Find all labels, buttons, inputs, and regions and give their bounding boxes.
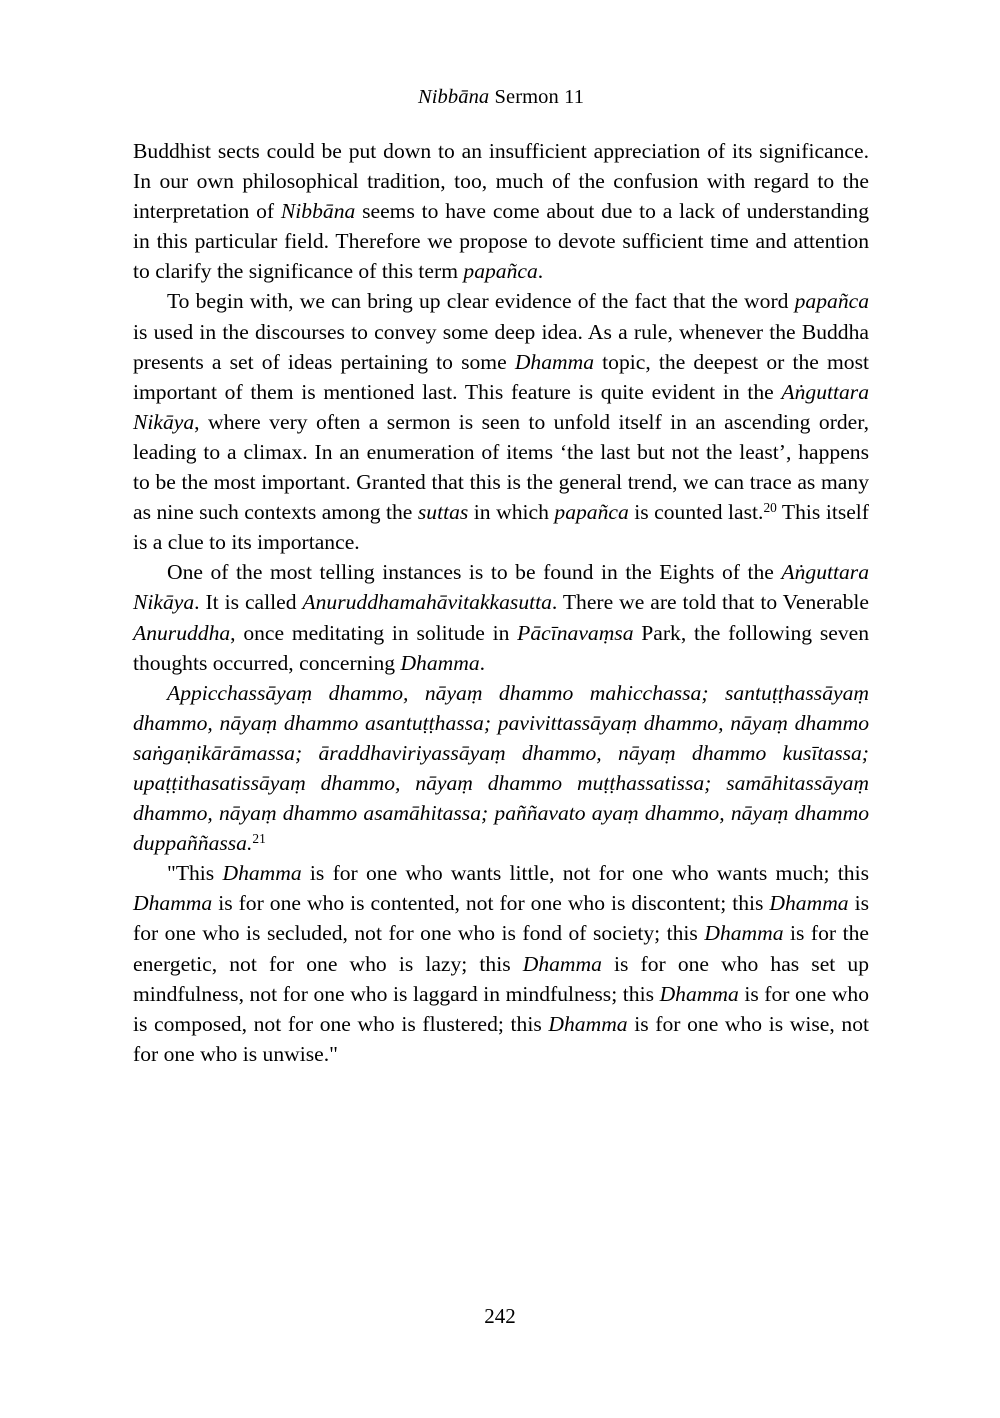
footnote-marker-21[interactable]: 21	[252, 831, 266, 847]
text-run: is for the energetic, not for one who is lazy; this	[133, 921, 869, 976]
text-run: is for one who is secluded, not for one who is fond of society; this	[133, 891, 869, 946]
term-dhamma: Dhamma	[548, 1011, 628, 1036]
paragraph-to-begin-with	[133, 286, 869, 557]
title-anguttara-nikaya: Aṅguttara Nikāya	[133, 379, 869, 434]
running-head-title: Nibbāna	[417, 86, 490, 108]
text-run: in which	[468, 500, 555, 525]
text-run: is for one who wants little, not for one who wants much; this	[301, 861, 869, 886]
text-run: is for one who is contented, not for one who is discontent; this	[212, 891, 770, 916]
term-suttas: suttas	[417, 500, 469, 525]
text-run: is for one who is wise, not for one who is unwise."	[133, 1011, 869, 1066]
text-run: . There we are told that to Venerable	[551, 590, 869, 615]
text-run: is counted last.	[628, 500, 764, 525]
text-run: is for one who has set up mindfulness, not for one who is laggard in mindfulness; this	[133, 951, 869, 1006]
text-run: Buddhist sects could be put down to an insufficient appreciation of its significance. In our own philosophical tradition, too, much of the confusion with regard to the interpretation of	[133, 139, 869, 224]
term-papanca: papañca	[463, 259, 538, 284]
term-dhamma: Dhamma	[659, 981, 739, 1006]
text-run: This itself is a clue to its importance.	[133, 500, 869, 555]
text-run: topic, the deepest or the most important of them is mentioned last. This feature is quite evident in the	[133, 349, 869, 404]
paragraph-buddhist-sects	[133, 136, 869, 286]
text-run: "This	[167, 861, 223, 886]
text-run: One of the most telling instances is to be found in the Eights of the	[167, 560, 782, 585]
text-run: is used in the discourses to convey some deep idea. As a rule, whenever the Buddha presents a set of ideas pertaining to some	[133, 319, 869, 374]
text-run: is for one who is composed, not for one who is flustered; this	[133, 981, 869, 1036]
term-papanca: papañca	[794, 289, 869, 314]
paragraph-one-of-the-most-telling	[133, 557, 869, 677]
text-run: .	[537, 259, 544, 284]
body-text-column	[133, 136, 869, 1069]
term-dhamma: Dhamma	[704, 921, 784, 946]
text-run: , once meditating in solitude in	[230, 620, 518, 645]
paragraph-pali-quotation	[133, 678, 869, 859]
term-papanca: papañca	[554, 500, 629, 525]
text-run: .	[479, 650, 486, 675]
page-number: 242	[484, 1304, 516, 1328]
term-dhamma: Dhamma	[769, 891, 849, 916]
term-dhamma: Dhamma	[514, 349, 595, 374]
title-anuruddhamahavitakkasutta: Anuruddhamahāvitakkasutta	[302, 590, 552, 615]
name-anuruddha: Anuruddha	[133, 620, 231, 645]
footnote-marker-20[interactable]: 20	[763, 500, 777, 516]
term-nibbana: Nibbāna	[280, 199, 356, 224]
term-dhamma: Dhamma	[400, 650, 480, 675]
text-run: Park, the following seven thoughts occurred, concerning	[133, 620, 869, 675]
text-run: seems to have come about due to a lack of understanding in this particular field. Therefore we propose to devote sufficient time and attention to clarify the significance of this term	[133, 199, 869, 284]
term-dhamma: Dhamma	[133, 891, 213, 916]
pali-quote-text: Appicchassāyaṃ dhammo, nāyaṃ dhammo mahicchassa; santuṭṭhassāyaṃ dhammo, nāyaṃ dhammo asantuṭṭhassa; pavivittassāyaṃ dhammo, nāyaṃ dhammo saṅgaṇikārāmassa; āraddhaviriyassāyaṃ dhammo, nāyaṃ dhammo kusītassa; upaṭṭithasatissāyaṃ dhammo, nāyaṃ dhammo muṭṭhassatissa; samāhitassāyaṃ dhammo, nāyaṃ dhammo asamāhitassa; paññavato ayaṃ dhammo, nāyaṃ dhammo duppaññassa.	[133, 680, 869, 856]
text-run: , where very often a sermon is seen to unfold itself in an ascending order, leading to a climax. In an enumeration of items ‘the last but not the least’, happens to be the most important. Granted that this is the general trend, we can trace as many as nine such contexts among the	[133, 409, 869, 525]
running-head	[133, 84, 869, 110]
place-pacinavamsa: Pācīnavaṃsa	[517, 620, 634, 645]
title-anguttara-nikaya: Aṅguttara Nikāya	[133, 560, 869, 615]
paragraph-english-translation	[133, 858, 869, 1069]
text-run: . It is called	[194, 590, 303, 615]
running-head-sermon-number: Sermon 11	[489, 86, 585, 108]
term-dhamma: Dhamma	[222, 861, 302, 886]
term-dhamma: Dhamma	[522, 951, 602, 976]
text-run: To begin with, we can bring up clear evidence of the fact that the word	[167, 289, 795, 314]
